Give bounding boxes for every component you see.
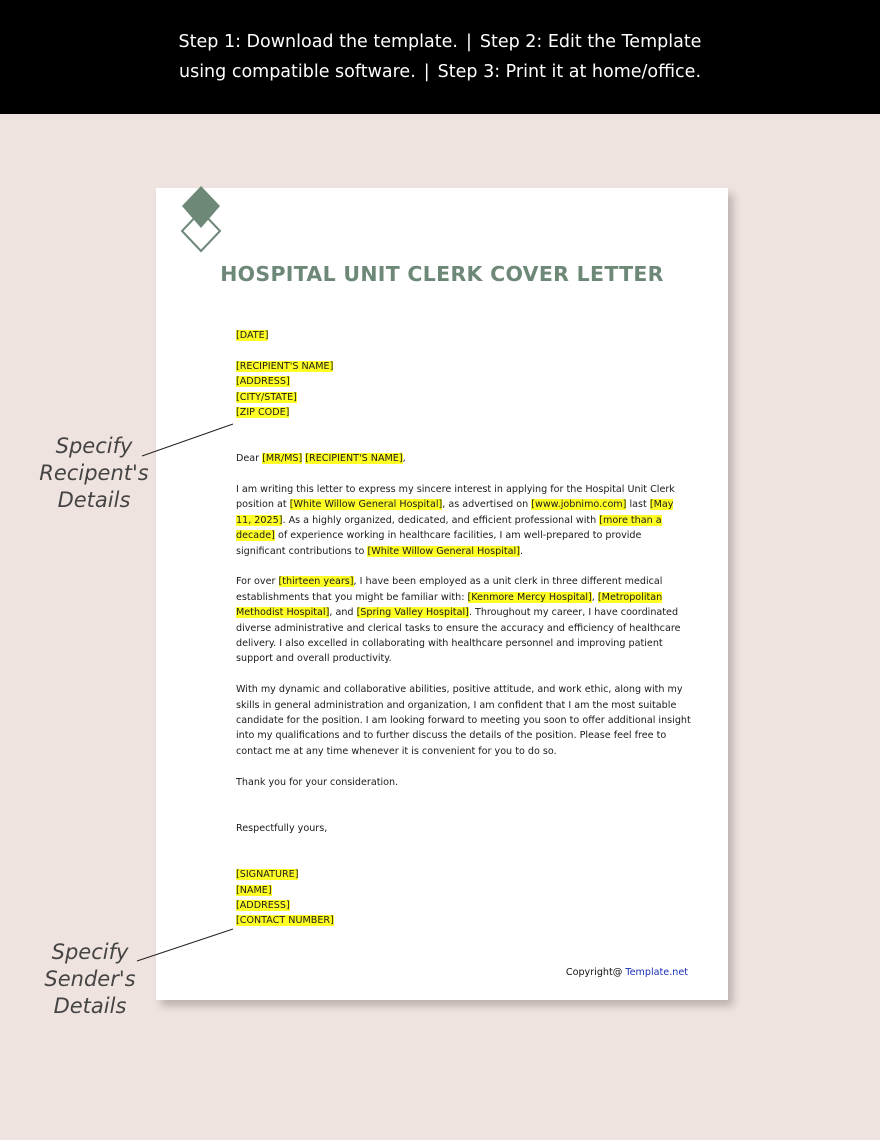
salutation: Dear [MR/MS] [RECIPIENT'S NAME],	[236, 453, 406, 465]
banner-step-2-cont: using compatible software.	[178, 62, 416, 82]
banner-line-2	[0, 57, 880, 87]
hospital-placeholder: [White Willow General Hospital]	[367, 545, 520, 557]
letter-body	[236, 328, 691, 929]
closing: Respectfully yours,	[236, 822, 328, 834]
experience-placeholder: [more than a decade]	[236, 514, 662, 542]
paragraph-1: I am writing this letter to express my sincere interest in applying for the Hospital Unit Clerk position at [White Willow General Hospital], as advertised on [www.jobnimo.com] last [May 11, 2025]. As a highly organized, dedicated, and efficient professional with [more than a decade] of experience working in healthcare facilities, I am well-prepared to provide significant contributions to [White Willow General Hospital].	[236, 484, 675, 557]
hospital-placeholder: [White Willow General Hospital]	[289, 499, 443, 511]
instruction-banner	[0, 0, 880, 114]
salutation-name-placeholder: [RECIPIENT'S NAME]	[305, 453, 403, 465]
banner-step-1: Step 1: Download the template.	[178, 32, 458, 52]
title-placeholder: [MR/MS]	[262, 453, 303, 465]
recipient-name-placeholder: [RECIPIENT'S NAME]	[236, 360, 334, 372]
banner-separator: |	[465, 32, 472, 52]
copyright: Copyright@ Template.net	[565, 967, 688, 978]
signature-placeholder: [SIGNATURE]	[236, 869, 299, 881]
recipient-address-placeholder: [ADDRESS]	[236, 376, 290, 388]
template-net-link[interactable]: Template.net	[625, 967, 688, 978]
date-advertised-placeholder: [May 11, 2025]	[236, 499, 674, 526]
banner-step-2: Step 2: Edit the Template	[479, 32, 702, 52]
sender-annotation: Specify Sender's Details	[44, 940, 136, 1018]
sender-name-placeholder: [NAME]	[236, 884, 272, 896]
recipient-annotation: Specify Recipent's Details	[39, 434, 149, 512]
diamond-logo-icon	[178, 186, 224, 254]
hospital-1-placeholder: [Kenmore Mercy Hospital]	[467, 591, 592, 603]
letter-page	[156, 188, 728, 1000]
sender-address-placeholder: [ADDRESS]	[236, 899, 290, 911]
banner-line-1	[0, 27, 880, 57]
date-placeholder: [DATE]	[236, 330, 269, 341]
banner-separator: |	[423, 62, 430, 82]
years-placeholder: [thirteen years]	[278, 576, 354, 588]
contact-number-placeholder: [CONTACT NUMBER]	[236, 915, 334, 927]
recipient-city-placeholder: [CITY/STATE]	[236, 391, 297, 403]
recipient-zip-placeholder: [ZIP CODE]	[236, 407, 290, 419]
hospital-2-placeholder: [Metropolitan Methodist Hospital]	[236, 591, 663, 619]
paragraph-2: For over [thirteen years], I have been employed as a unit clerk in three different medical establishments that you might be familiar with: [Kenmore Mercy Hospital], [Metropolitan Methodist Hospital], and [Spring Valley Hospital]. Throughout my career, I have coordinated diverse administrative and clerical tasks to ensure the accuracy and efficiency of healthcare delivery. I also excelled in collaborating with healthcare personnel and improving patient support and overall productivity.	[236, 576, 681, 665]
website-placeholder: [www.jobnimo.com]	[531, 499, 627, 511]
paragraph-3: With my dynamic and collaborative abilities, positive attitude, and work ethic, along with my skills in general administration and organization, I am confident that I am the most suitable candidate for the position. I am looking forward to meeting you soon to offer additional insight into my qualifications and to further discuss the details of the position. Please feel free to contact me at any time whenever it is convenient for you to do so.	[236, 684, 691, 757]
banner-step-3: Step 3: Print it at home/office.	[437, 62, 702, 82]
letter-title: HOSPITAL UNIT CLERK COVER LETTER	[220, 262, 664, 286]
hospital-3-placeholder: [Spring Valley Hospital]	[356, 607, 469, 619]
thanks-line: Thank you for your consideration.	[236, 776, 399, 788]
